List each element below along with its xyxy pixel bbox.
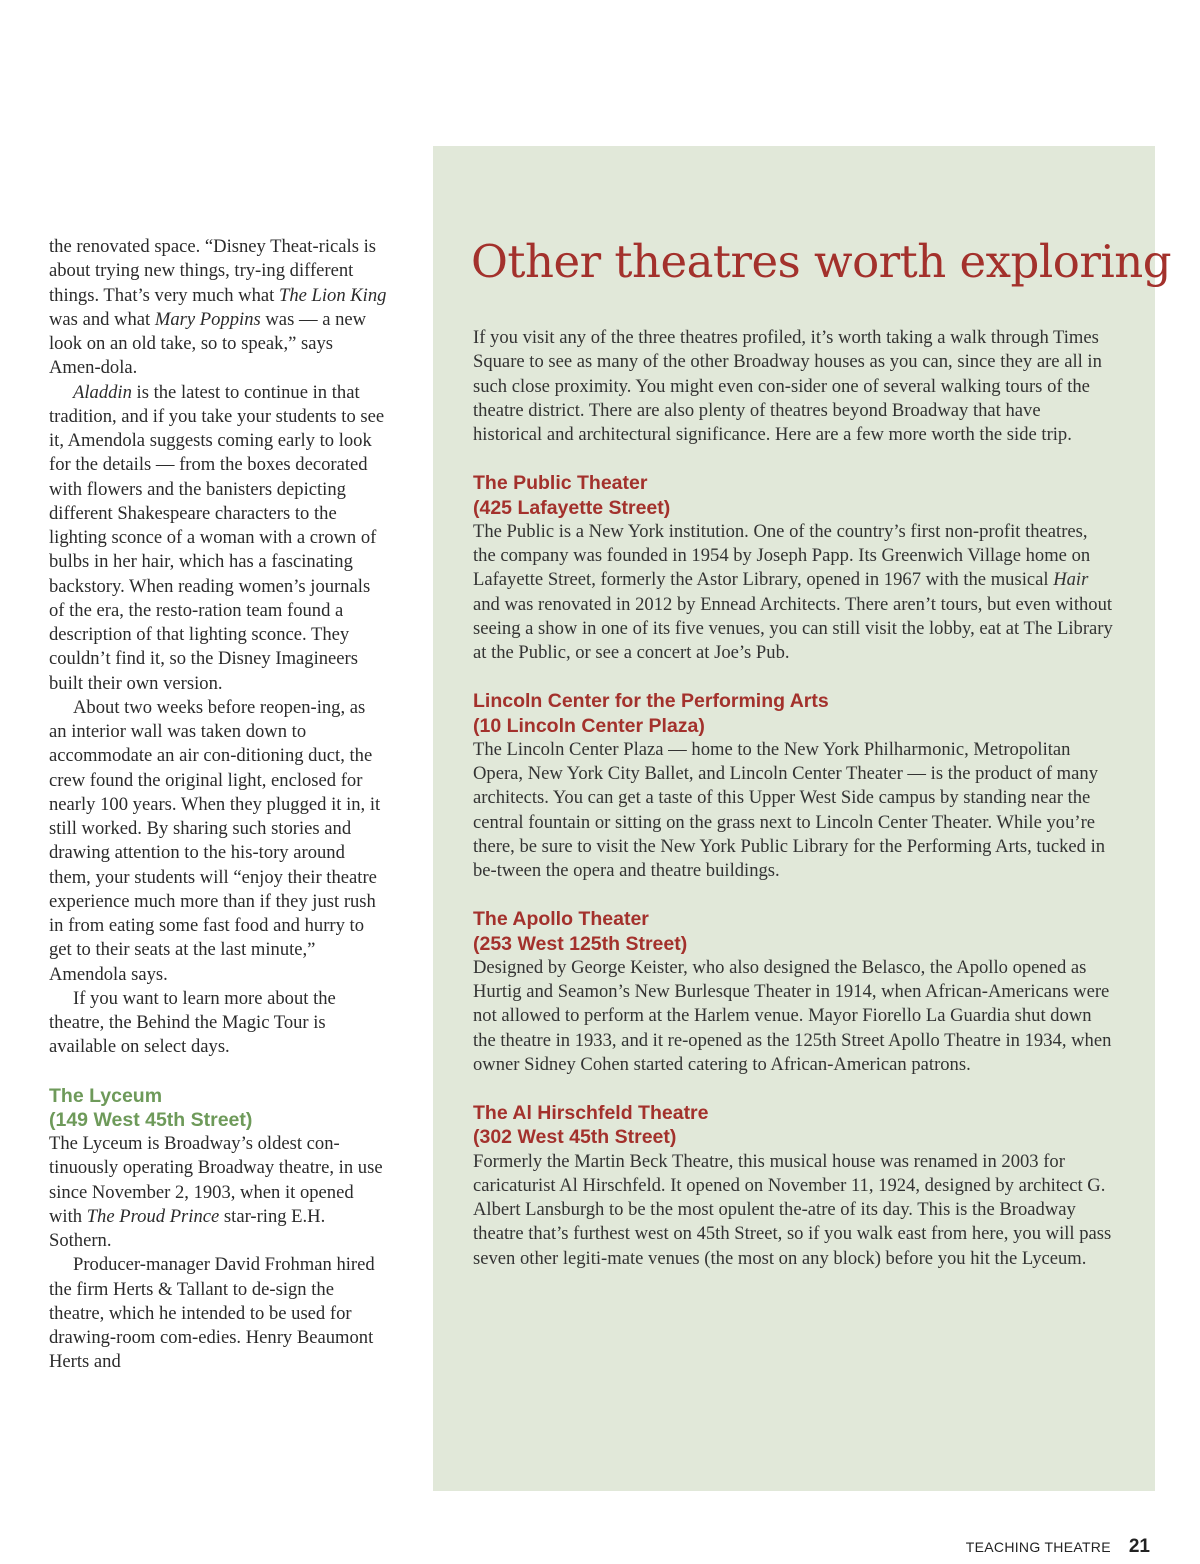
body-paragraph [49, 987, 387, 1060]
theatre-name: The Public Theater [473, 472, 648, 495]
body-paragraph [49, 1132, 387, 1253]
lyceum-address: (149 West 45th Street) [49, 1108, 253, 1131]
italic-title-text: Aladdin [73, 381, 132, 403]
theatre-name: Lincoln Center for the Performing Arts [473, 690, 829, 713]
text-run: was and what [49, 308, 155, 330]
text-run: star-ring E.H. Sothern. [49, 1205, 326, 1251]
theatre-description [473, 1150, 1113, 1271]
body-paragraph [49, 1253, 387, 1374]
page-footer [966, 1536, 1150, 1562]
sidebar-body [473, 326, 1113, 1271]
text-run: Formerly the Martin Beck Theatre, this musical house was renamed in 2003 for caricaturist Al Hirschfeld. It opened on November 11, 1924, designed by architect G. Albert Lansburgh to be the most opulent the-atre of its day. This is the Broadway theatre that’s furthest west on 45th Street, so if you walk east from here, you will pass seven other legiti-mate venues (the most on any block) before you hit the Lyceum. [473, 1150, 1112, 1269]
text-run: was — a new look on an old take, so to speak,” says Amen-dola. [49, 308, 367, 379]
sidebar-intro [473, 326, 1113, 447]
theatre-address: (10 Lincoln Center Plaza) [473, 714, 705, 737]
theatre-address: (425 Lafayette Street) [473, 496, 671, 519]
italic-title-text: The Lion King [278, 284, 387, 306]
text-run: If you want to learn more about the theatre, the Behind the Magic Tour is available on select days. [49, 987, 336, 1058]
text-run: and was renovated in 2012 by Ennead Architects. There aren’t tours, but even without seeing a show in one of its five venues, you can still visit the lobby, eat at The Library at the Public, or see a concert at Joe’s Pub. [473, 593, 1113, 663]
text-run: If you visit any of the three theatres profiled, it’s worth taking a walk through Times Square to see as many of the other Broadway houses as you can, since they are all in such close proximity. You might even con-sider one of several walking tours of the theatre district. There are also plenty of theatres beyond Broadway that have historical and architectural significance. Here are a few more worth the side trip. [473, 327, 1102, 445]
theatre-address: (302 West 45th Street) [473, 1126, 677, 1149]
theatre-address: (253 West 125th Street) [473, 932, 688, 955]
left-column [49, 235, 387, 1375]
sidebar-sections [473, 447, 1113, 1271]
italic-title-text: The Proud Prince [86, 1205, 220, 1227]
page-number: 21 [1128, 1536, 1150, 1557]
magazine-name: TEACHING THEATRE [965, 1539, 1111, 1555]
text-run: Producer-manager David Frohman hired the firm Herts & Tallant to de-sign the theatre, which he intended to be used for drawing-room com-edies. Henry Beaumont Herts and [49, 1254, 375, 1373]
text-run: About two weeks before reopen-ing, as an interior wall was taken down to accommodate an air con-ditioning duct, the crew found the original light, enclosed for nearly 100 years. When they plugged it in, it still worked. By sharing such stories and drawing attention to the his-tory around them, your students will “enjoy their theatre experience much more than if they just rush in from eating some fast food and hurry to get to their seats at the last minute,” Amendola says. [49, 696, 381, 985]
text-run: The Lyceum is Broadway’s oldest con-tinuously operating Broadway theatre, in use since November 2, 1903, when it opened with [49, 1133, 383, 1227]
body-paragraph [49, 381, 387, 696]
theatre-name: The Al Hirschfeld Theatre [473, 1102, 709, 1124]
text-run: is the latest to continue in that tradition, and if you take your students to see it, Amendola suggests coming early to look for the details — from the boxes decorated with flowers and the banisters depicting different Shakespeare characters to the lighting sconce of a woman with a crown of bulbs in her hair, which has a fascinating backstory. When reading women’s journals of the era, the resto-ration team found a description of that lighting sconce. They couldn’t find it, so the Disney Imagineers built their own version. [49, 381, 385, 694]
text-run: The Lincoln Center Plaza — home to the New York Philharmonic, Metropolitan Opera, New York City Ballet, and Lincoln Center Theater — is the product of many architects. You can get a taste of this Upper West Side campus by standing near the central fountain or sitting on the grass next to Lincoln Center Theater. While you’re there, be sure to visit the New York Public Library for the Performing Arts, tucked in be-tween the opera and theatre buildings. [473, 738, 1106, 881]
lyceum-subheading: The Lyceum [49, 1084, 163, 1107]
body-paragraph [49, 696, 387, 987]
theatre-name: The Apollo Theater [473, 908, 649, 931]
text-run: The Public is a New York institution. One of the country’s first non-profit theatres, the company was founded in 1954 by Joseph Papp. Its Greenwich Village home on Lafayette Street, formerly the Astor Library, opened in 1967 with the musical [473, 520, 1091, 591]
text-run: Designed by George Keister, who also designed the Belasco, the Apollo opened as Hurtig and Seamon’s New Burlesque Theater in 1914, when African-Americans were not allowed to perform at the Harlem venue. Mayor Fiorello La Guardia shut down the theatre in 1933, and it re-opened as the 125th Street Apollo Theatre in 1934, when owner Sidney Cohen started catering to African-American patrons. [473, 956, 1112, 1075]
body-paragraph [49, 235, 387, 381]
italic-title-text: Hair [1053, 569, 1089, 591]
theatre-description [473, 956, 1113, 1077]
text-run: the renovated space. “Disney Theat-ricals is about trying new things, try-ing different things. That’s very much what [49, 236, 376, 306]
theatre-description [473, 520, 1113, 666]
sidebar-title: Other theatres worth exploring [471, 235, 1172, 288]
theatre-description [473, 738, 1113, 884]
italic-title-text: Mary Poppins [154, 308, 261, 330]
sidebar-box [433, 146, 1172, 1491]
